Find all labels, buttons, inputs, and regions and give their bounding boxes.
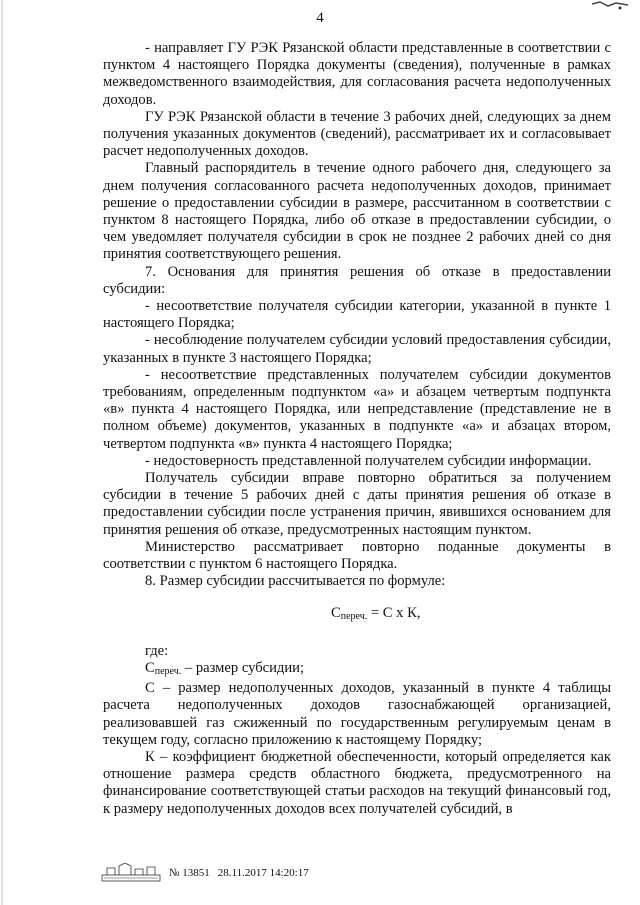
paragraph: - недостоверность представленной получателем субсидии информации. — [145, 452, 592, 469]
paragraph: - направляет ГУ РЭК Рязанской области представленные в соответствии с пунктом 4 настоящего Порядка документы (сведения), полученные в рамках межведомственного взаимодействия, для согласования расчета недополученных доходов. — [103, 40, 611, 108]
definition-s-pereh — [103, 660, 611, 680]
footer-datetime: 28.11.2017 14:20:17 — [217, 867, 309, 879]
definition-k: К – коэффициент бюджетной обеспеченности, который определяется как отношение размера средств областного бюджета, предусмотренного на финансирование соответствующей статьи расходов на текущий финансовый год, к размеру недополученных доходов всех получателей субсидий, в — [103, 748, 611, 817]
scan-margin-line — [0, 0, 8, 905]
formula-lhs-subscript: переч. — [340, 610, 368, 622]
paragraph: - несоблюдение получателем субсидии условий предоставления субсидии, указанных в пункте 3 настоящего Порядка; — [103, 332, 611, 366]
subsidy-formula — [103, 605, 611, 625]
registry-stamp-logo — [101, 863, 161, 883]
paragraph: - несоответствие получателя субсидии категории, указанной в пункте 1 настоящего Порядка; — [103, 298, 611, 332]
definition-c: С – размер недополученных доходов, указанный в пункте 4 таблицы расчета недополученных доходов газоснабжающей организацией, реализовавшей газ сжиженный по государственным регулируемым ценам в текущем году, согласно приложению к настоящему Порядку; — [103, 680, 611, 748]
document-body — [103, 40, 611, 818]
document-footer — [101, 862, 309, 884]
where-label: где: — [145, 642, 169, 659]
paragraph: Получатель субсидии вправе повторно обратиться за получением субсидии в течение 5 рабочих дней с даты принятия решения об отказе в предоставлении субсидии после устранения причин, явившихся основанием для принятия решения об отказе, предусмотренных настоящим пунктом. — [103, 470, 611, 538]
definition-symbol: С — [145, 659, 155, 676]
definition-subscript: переч. — [154, 665, 182, 677]
footer-doc-number: № 13851 — [169, 867, 210, 879]
paragraph: Министерство рассматривает повторно поданные документы в соответствии с пунктом 6 настоящего Порядка. — [103, 538, 611, 573]
paragraph: Главный распорядитель в течение одного рабочего дня, следующего за днем получения согласованного расчета недополученных доходов, принимает решение о предоставлении субсидии в размере, рассчитанном в соответствии с пунктом 8 настоящего Порядка, либо об отказе в предоставлении субсидии, о чем уведомляет получателя субсидии в срок не позднее 2 рабочих дней со дня принятия соответствующего решения. — [103, 160, 611, 263]
definition-text: – размер субсидии; — [181, 659, 305, 676]
formula-lhs: С — [331, 604, 341, 621]
paragraph: 7. Основания для принятия решения об отказе в предоставлении субсидии: — [103, 263, 611, 297]
page-number: 4 — [316, 10, 324, 26]
paragraph: ГУ РЭК Рязанской области в течение 3 рабочих дней, следующих за днем получения указанных документов (сведений), рассматривает их и согласовывает расчет недополученных доходов. — [103, 108, 611, 160]
formula-rhs: = С х К, — [367, 604, 421, 621]
paragraph: - несоответствие представленных получателем субсидии документов требованиям, определенным подпунктом «а» и абзацем четвертым подпункта «в» пункта 4 настоящего Порядка, или непредставление (представление не в полном объеме) документов, указанных в подпункте «а» и абзацах втором, четвертом подпункта «в» пункта 4 настоящего Порядка; — [103, 366, 611, 452]
paragraph: 8. Размер субсидии рассчитывается по формуле: — [145, 573, 446, 590]
